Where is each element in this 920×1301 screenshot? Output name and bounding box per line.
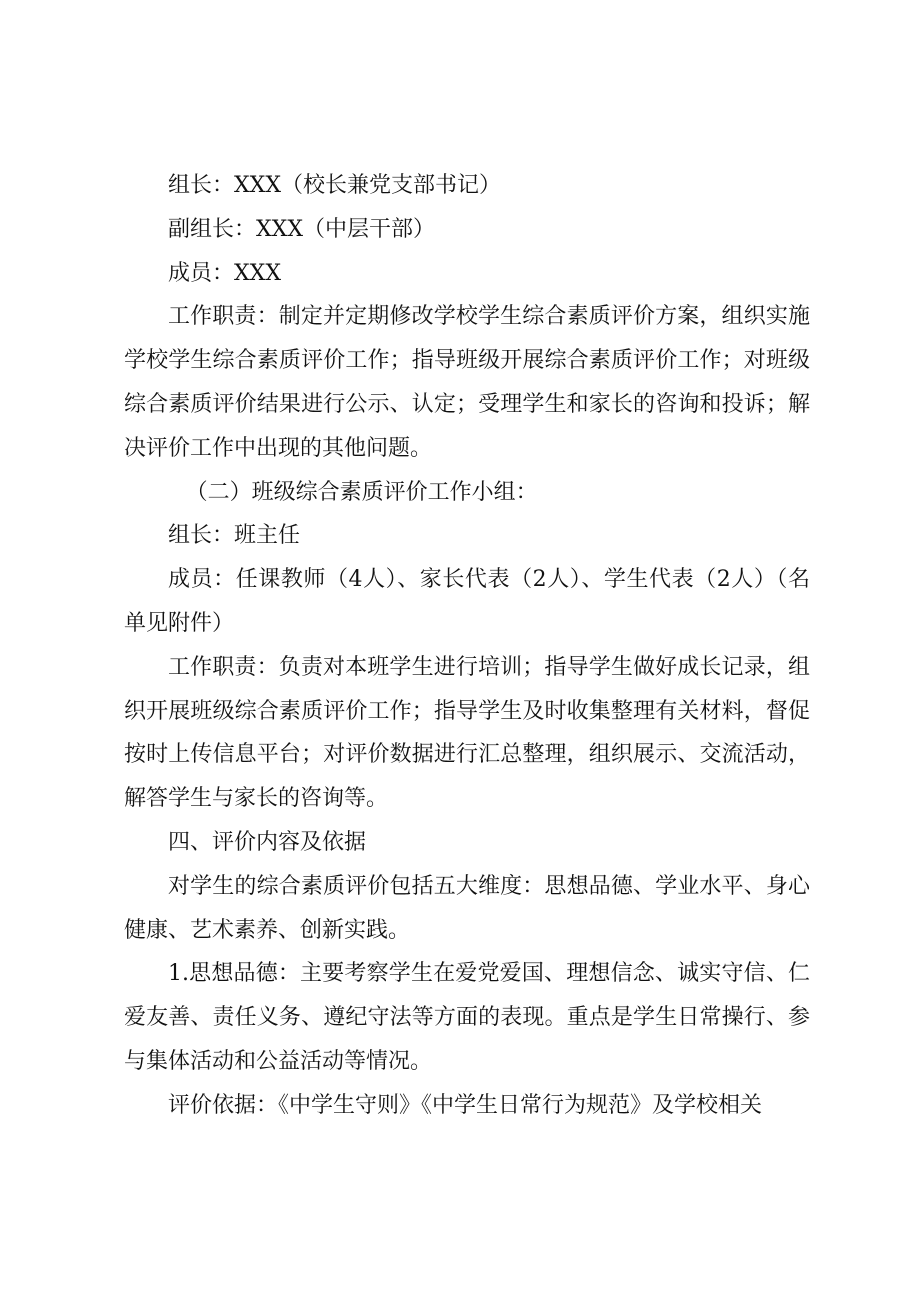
class-group-duties-paragraph: 工作职责：负责对本班学生进行培训；指导学生做好成长记录，组织开展班级综合素质评价工作；指导学生及时收集整理有关材料，督促按时上传信息平台；对评价数据进行汇总整理，组织展示、交流活动，解答学生与家长的咨询等。 <box>124 654 810 812</box>
members-line: 成员：XXX <box>168 260 281 286</box>
class-members-paragraph: 成员：任课教师（4人）、家长代表（2人）、学生代表（2人）（名单见附件） <box>124 567 810 636</box>
document-body <box>124 164 810 1128</box>
school-group-duties-paragraph: 工作职责：制定并定期修改学校学生综合素质评价方案，组织实施学校学生综合素质评价工作；指导班级开展综合素质评价工作；对班级综合素质评价结果进行公示、认定；受理学生和家长的咨询和投诉；解决评价工作中出现的其他问题。 <box>124 304 810 461</box>
class-group-heading: （二）班级综合素质评价工作小组： <box>185 479 538 505</box>
leader-line: 组长：XXX（校长兼党支部书记） <box>168 173 501 198</box>
class-leader-line: 组长：班主任 <box>168 523 301 549</box>
section-four-heading: 四、评价内容及依据 <box>168 829 367 855</box>
five-dimensions-paragraph: 对学生的综合素质评价包括五大维度：思想品德、学业水平、身心健康、艺术素养、创新实践。 <box>124 873 810 943</box>
moral-character-paragraph: 1.思想品德：主要考察学生在爱党爱国、理想信念、诚实守信、仁爱友善、责任义务、遵纪守法等方面的表现。重点是学生日常操行、参与集体活动和公益活动等情况。 <box>124 961 810 1074</box>
deputy-leader-line: 副组长：XXX（中层干部） <box>168 216 435 242</box>
evaluation-basis-line: 评价依据：《中学生守则》《中学生日常行为规范》及学校相关 <box>168 1092 763 1118</box>
